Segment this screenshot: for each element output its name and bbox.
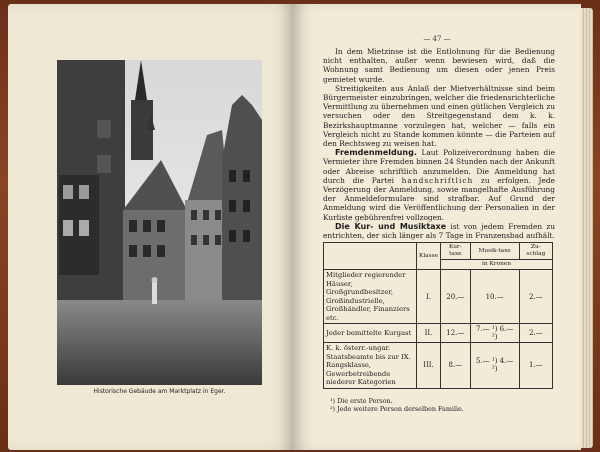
- photo-drawing: [57, 60, 262, 385]
- row-category: Jeder bemittelte Kurgast: [324, 324, 417, 343]
- row-kurtaxe: 8.—: [441, 343, 471, 389]
- table-row: [324, 270, 553, 324]
- tax-header-row: [324, 243, 553, 260]
- registration-spaced-word: handschriftlich: [401, 175, 474, 185]
- row-kurtaxe: 12.—: [441, 324, 471, 343]
- footnote-2: ²) Jede weitere Person derselben Familie.: [330, 405, 464, 413]
- row-musiktaxe: 5.— ¹) 4.— ²): [470, 343, 519, 389]
- market-square-photo: [57, 60, 262, 385]
- row-klasse: I.: [417, 270, 441, 324]
- row-musiktaxe: 7.— ¹) 6.— ²): [470, 324, 519, 343]
- header-klasse: Klasse: [417, 243, 441, 270]
- taxes-text: ist von jedem Fremden zu entrichten, der sich länger als 7 Tage in Franzensbad aufhält.: [323, 221, 555, 241]
- registration-text-a: Laut Polizeiverordnung haben die Vermieter ihre Fremden binnen 24 Stunden nach der Ankunft oder Abreise schriftlich anzumelden. Die Anmeldung hat durch die Partei: [323, 148, 555, 185]
- row-category: Mitglieder regierender Häuser, Großgrundbesitzer, Großindustrielle, Großhändler, Finanziers etc.: [324, 270, 417, 324]
- page-edges: [581, 8, 593, 448]
- tax-table: [323, 242, 553, 389]
- header-zuschlag: Zu-schlag: [519, 243, 552, 260]
- row-klasse: II.: [417, 324, 441, 343]
- footnotes: [330, 397, 555, 413]
- row-klasse: III.: [417, 343, 441, 389]
- paragraph-taxes: [323, 222, 555, 240]
- row-musiktaxe: 10.—: [470, 270, 519, 324]
- row-zuschlag: 1.—: [519, 343, 552, 389]
- header-musiktaxe: Musik-taxe: [470, 243, 519, 260]
- table-row: [324, 343, 553, 389]
- paragraph-registration: [323, 148, 555, 222]
- footnote-1: ¹) Die erste Person.: [330, 397, 393, 405]
- page-number: — 47 —: [423, 35, 451, 43]
- paragraph-rent: In dem Mietzinse ist die Entlohnung für die Bedienung nicht enthalten, außer wenn bewiesen wird, daß die Wohnung samt Bedienung um diesen oder jenen Preis gemietet wurde.: [323, 47, 555, 84]
- table-row: [324, 324, 553, 343]
- paragraph-disputes: Streitigkeiten aus Anlaß der Mietverhältnisse sind beim Bürgermeister einzubringen, welcher die friedensrichterliche Vermittlung zu übernehmen und einen gütlichen Vergleich zu versuchen oder den Streitgegenstand dem k. k. Bezirkshauptmanne vorzulegen hat, welcher — falls ein Vergleich nicht zu Stande kommen könnte — die Parteien auf den Rechtsweg zu weisen hat.: [323, 83, 555, 149]
- header-kurtaxe: Kur-taxe: [441, 243, 471, 260]
- taxes-heading: Die Kur- und Musiktaxe: [335, 221, 447, 231]
- row-zuschlag: 2.—: [519, 270, 552, 324]
- row-category: K. k. österr.-ungar. Staatsbeamte bis zur IX. Rangsklasse, Gewerbetreibende niederer Kategorien: [324, 343, 417, 389]
- row-kurtaxe: 20.—: [441, 270, 471, 324]
- body-text: [323, 47, 555, 240]
- row-zuschlag: 2.—: [519, 324, 552, 343]
- header-unit: in Kronen: [441, 260, 553, 270]
- header-category: [324, 243, 417, 270]
- photo-caption: Historische Gebäude am Marktplatz in Eger.: [93, 388, 226, 395]
- registration-heading: Fremdenmeldung.: [335, 148, 417, 158]
- registration-text-b: zu erfolgen. Jede Verzögerung der Anmeldung, sowie mangelhafte Ausführung der Anmeldeformulare sind strafbar. Auf Grund der Anmeldung wird die Veröffentlichung der Personalien in der Kurliste gebührenfrei vollzogen.: [323, 175, 555, 222]
